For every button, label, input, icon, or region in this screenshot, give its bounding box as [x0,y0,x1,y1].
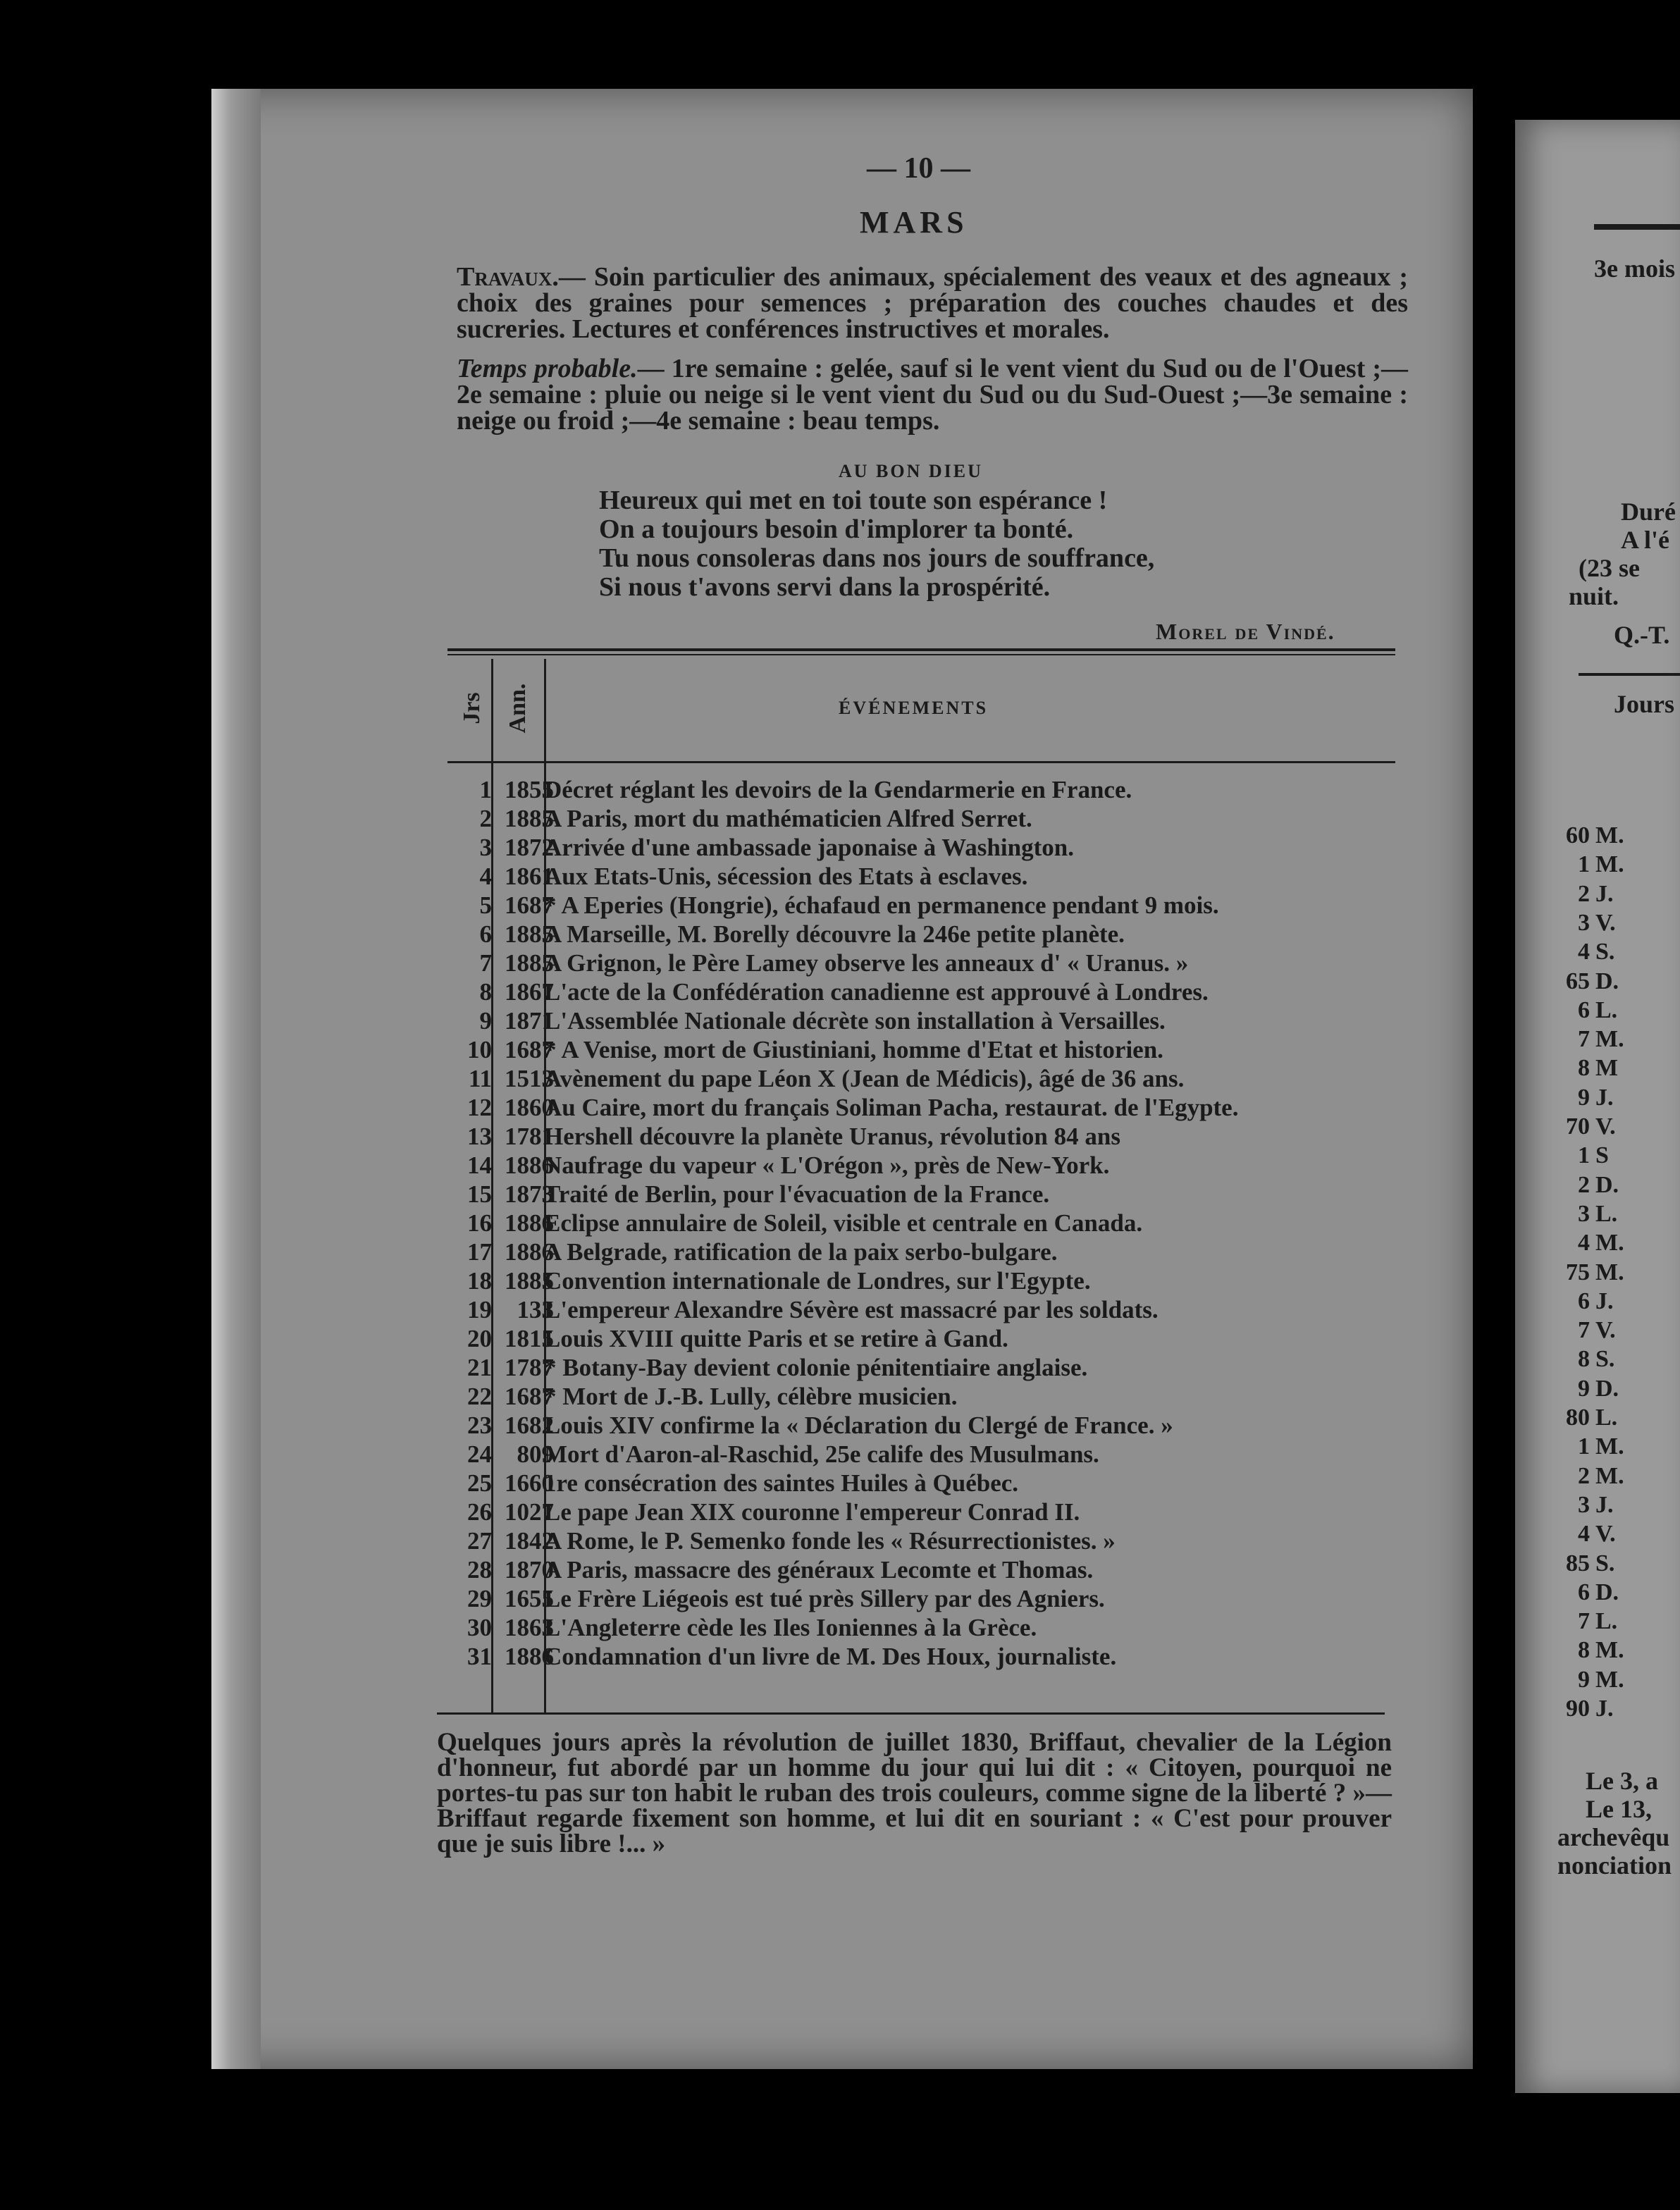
year-cell: 1871 [505,1007,554,1035]
year-cell: 1842 [505,1527,554,1555]
right-table-row [1550,1258,1635,1287]
right-weekday: S. [1595,1550,1615,1576]
right-table-row [1550,1578,1635,1607]
right-weekday: M. [1595,1259,1624,1285]
right-table-row [1550,1345,1635,1373]
year-cell: 1687 [505,1383,554,1410]
events-table [451,775,1399,1671]
right-day-number: 80 [1566,1405,1590,1431]
year-cell: 1513 [505,1065,554,1092]
right-weekday: M. [1595,1462,1624,1489]
right-table-row [1550,1432,1635,1461]
day-cell: 13 [467,1123,492,1150]
table-row [451,1151,1399,1180]
right-weekday: M. [1595,1026,1624,1053]
event-cell: L'acte de la Confédération canadienne est approuvé à Londres. [544,978,1209,1006]
right-day-number: 60 [1566,822,1590,848]
day-cell: 15 [467,1180,492,1208]
right-weekday: M. [1595,1637,1624,1664]
table-row [451,1642,1399,1671]
right-table-row [1550,850,1635,879]
right-day-number: 7 [1578,1317,1590,1344]
right-footer-line: archevêqu [1557,1823,1670,1851]
right-table-row [1550,1462,1635,1490]
table-row [451,1469,1399,1498]
right-weekday: S. [1595,939,1615,965]
table-row [451,1180,1399,1209]
right-day-number: 8 [1578,1637,1590,1664]
right-day-number: 2 [1578,880,1590,907]
year-cell: 1682 [505,1412,554,1439]
event-cell: Naufrage du vapeur « L'Orégon », près de New-York. [544,1152,1110,1179]
travaux-text: — Soin particulier des animaux, spécialement des veaux et des agneaux ; choix des graines pour semences ; préparation des couches chaudes et des sucreries. Lectures et conférences instructives et morales. [457,262,1408,344]
event-cell: Eclipse annulaire de Soleil, visible et centrale en Canada. [544,1209,1143,1237]
right-weekday: M. [1595,822,1624,848]
right-table-row [1550,967,1635,996]
right-table-row [1550,1490,1635,1519]
right-table-row [1550,1083,1635,1112]
table-row [451,1526,1399,1555]
right-weekday: V. [1595,1317,1616,1344]
year-cell: 1886 [505,1238,554,1266]
year-cell: 1655 [505,1585,554,1612]
right-weekday: S. [1595,1346,1615,1373]
right-table-row [1550,1374,1635,1403]
right-day-number: 4 [1578,1521,1590,1548]
year-cell: 1815 [505,1325,554,1352]
right-day-number: 4 [1578,939,1590,965]
year-cell: 1787 [505,1354,554,1381]
right-weekday: M. [1595,1230,1624,1257]
table-row [451,1006,1399,1035]
event-cell: * Mort de J.-B. Lully, célèbre musicien. [544,1383,958,1410]
right-weekday: V. [1595,1521,1616,1548]
right-table-row [1550,1316,1635,1345]
table-row [451,1555,1399,1584]
year-cell: 1863 [505,1614,554,1641]
day-cell: 31 [467,1643,492,1670]
right-table-row [1550,1636,1635,1665]
right-table-row [1550,1549,1635,1578]
poem-line: Si nous t'avons servi dans la prospérité. [599,572,1051,602]
right-table-row [1550,1607,1635,1636]
right-day-number: 7 [1578,1026,1590,1053]
right-table-row [1550,1287,1635,1316]
temps-paragraph [457,356,1408,434]
day-cell: 24 [467,1440,492,1468]
table-row [451,949,1399,977]
right-day-number: 3 [1578,1200,1590,1227]
event-cell: Hershell découvre la planète Uranus, révolution 84 ans [544,1123,1120,1150]
event-cell: A Marseille, M. Borelly découvre la 246e petite planète. [544,920,1125,948]
table-row [451,1035,1399,1064]
right-frag-line: A l'é [1621,526,1669,554]
year-cell: 1027 [505,1498,554,1526]
right-day-number: 3 [1578,1491,1590,1518]
right-frag-line: nuit. [1569,582,1619,610]
right-page-rule [1594,224,1680,230]
right-weekday: L. [1595,1608,1618,1635]
day-cell: 5 [479,891,492,919]
event-cell: Décret réglant les devoirs de la Gendarmerie en France. [544,776,1132,803]
right-table-row [1550,879,1635,908]
year-cell: 1872 [505,834,554,861]
year-cell: 1687 [505,891,554,919]
right-table-row [1550,1665,1635,1694]
table-row [451,1584,1399,1613]
day-cell: 21 [467,1354,492,1381]
year-cell: 1870 [505,1556,554,1584]
right-weekday: M. [1595,1666,1624,1693]
table-row [451,1411,1399,1440]
day-cell: 1 [479,776,492,803]
event-cell: A Grignon, le Père Lamey observe les anneaux d' « Uranus. » [544,949,1189,977]
page-number: — 10 — [867,152,970,185]
right-day-number: 1 [1578,1142,1590,1169]
day-column-header: Jrs [459,692,485,724]
event-cell: Le Frère Liégeois est tué près Sillery par des Agniers. [544,1585,1105,1612]
event-cell: Mort d'Aaron-al-Raschid, 25e calife des Musulmans. [544,1440,1099,1468]
right-weekday: D. [1595,1579,1619,1605]
right-table-rule [1579,673,1680,676]
poem-title: AU BON DIEU [839,461,983,481]
day-cell: 30 [467,1614,492,1641]
right-weekday: D. [1595,1375,1619,1402]
day-cell: 20 [467,1325,492,1352]
travaux-paragraph [457,264,1408,342]
right-table-row [1550,1403,1635,1432]
right-footer-line: Le 3, a [1586,1767,1658,1795]
poem-line: Tu nous consoleras dans nos jours de souffrance, [599,543,1155,573]
travaux-label: Travaux. [457,262,559,292]
right-day-number: 6 [1578,996,1590,1023]
year-cell: 1885 [505,1267,554,1295]
day-cell: 7 [479,949,492,977]
event-cell: A Belgrade, ratification de la paix serbo-bulgare. [544,1238,1058,1266]
day-cell: 16 [467,1209,492,1237]
temps-text: — 1re semaine : gelée, sauf si le vent vient du Sud ou de l'Ouest ;—2e semaine : pluie ou neige si le vent vient du Sud ou du Sud-Ouest ;—3e semaine : neige ou froid ;—4e semaine : beau temps. [457,354,1408,436]
table-top-rule [447,648,1395,651]
day-cell: 6 [479,920,492,948]
right-day-number: 7 [1578,1608,1590,1635]
table-row [451,1295,1399,1324]
right-weekday: D. [1595,1171,1619,1198]
poem-line: Heureux qui met en toi toute son espérance ! [599,486,1108,515]
table-row [451,804,1399,833]
right-weekday: J. [1595,1084,1614,1111]
right-frag-line: (23 se [1579,554,1640,582]
event-cell: L'empereur Alexandre Sévère est massacré par les soldats. [544,1296,1159,1323]
table-bottom-rule [437,1712,1385,1715]
right-table-head: Jours [1614,690,1675,718]
year-cell: 1885 [505,805,554,832]
month-title: MARS [860,205,968,240]
year-cell: 1886 [505,1643,554,1670]
right-weekday: D. [1595,968,1619,994]
right-day-number: 4 [1578,1230,1590,1257]
right-page-header: 3e mois [1594,254,1675,283]
right-table-row [1550,1025,1635,1054]
event-cell: * A Eperies (Hongrie), échafaud en permanence pendant 9 mois. [544,891,1219,919]
event-cell: 1re consécration des saintes Huiles à Québec. [544,1469,1019,1497]
table-row [451,1498,1399,1526]
day-cell: 29 [467,1585,492,1612]
year-cell: 1886 [505,1152,554,1179]
right-weekday: V. [1595,909,1616,936]
day-cell: 9 [479,1007,492,1035]
year-cell: 1855 [505,776,554,803]
day-cell: 25 [467,1469,492,1497]
year-cell: 1687 [505,1036,554,1063]
year-cell: 1886 [505,1209,554,1237]
temps-label: Temps probable. [457,354,638,383]
table-row [451,1064,1399,1093]
event-cell: Traité de Berlin, pour l'évacuation de la France. [544,1180,1050,1208]
table-row [451,1324,1399,1353]
right-weekday: J. [1595,1491,1614,1518]
right-day-number: 75 [1566,1259,1590,1285]
day-cell: 10 [467,1036,492,1063]
year-cell: 1781 [505,1123,554,1150]
table-row [451,1266,1399,1295]
right-footer-line: nonciation [1557,1851,1672,1879]
right-day-number: 1 [1578,1433,1590,1460]
right-weekday: M [1595,1055,1619,1082]
table-row [451,1237,1399,1266]
right-day-number: 8 [1578,1346,1590,1373]
table-row [451,1382,1399,1411]
events-column-header: ÉVÉNEMENTS [839,698,989,718]
right-table-row [1550,1054,1635,1082]
right-weekday: V. [1595,1113,1616,1140]
right-day-number: 2 [1578,1462,1590,1489]
table-header-rule [447,761,1395,763]
right-table-row [1550,1112,1635,1141]
day-cell: 14 [467,1152,492,1179]
right-table-row [1550,1228,1635,1257]
right-table-row [1550,908,1635,937]
day-cell: 23 [467,1412,492,1439]
day-cell: 2 [479,805,492,832]
right-day-number: 6 [1578,1579,1590,1605]
table-row [451,1353,1399,1382]
table-row [451,920,1399,949]
right-table-row [1550,1694,1635,1723]
event-cell: Louis XVIII quitte Paris et se retire à Gand. [544,1325,1008,1352]
year-cell: 133 [517,1296,554,1323]
poem-author: Morel de Vindé. [1156,619,1335,644]
table-row [451,862,1399,891]
right-table-row [1550,1171,1635,1199]
day-cell: 22 [467,1383,492,1410]
day-cell: 19 [467,1296,492,1323]
event-cell: * Botany-Bay devient colonie pénitentiaire anglaise. [544,1354,1088,1381]
year-column-header: Ann. [505,683,531,734]
right-day-number: 9 [1578,1375,1590,1402]
year-cell: 1873 [505,1180,554,1208]
right-table-row [1550,1519,1635,1548]
event-cell: L'Assemblée Nationale décrète son installation à Versailles. [544,1007,1166,1035]
right-day-number: 8 [1578,1055,1590,1082]
event-cell: Au Caire, mort du français Soliman Pacha, restaurat. de l'Egypte. [544,1094,1239,1121]
right-table-row [1550,996,1635,1025]
right-weekday: M. [1595,851,1624,878]
right-weekday: S [1595,1142,1609,1169]
right-day-number: 6 [1578,1288,1590,1314]
day-cell: 12 [467,1094,492,1121]
event-cell: Aux Etats-Unis, sécession des Etats à esclaves. [544,863,1028,890]
table-row [451,1093,1399,1122]
event-cell: L'Angleterre cède les Iles Ioniennes à la Grèce. [544,1614,1037,1641]
right-weekday: L. [1595,1405,1618,1431]
right-day-number: 9 [1578,1084,1590,1111]
event-cell: Convention internationale de Londres, sur l'Egypte. [544,1267,1091,1295]
right-frag-line: Duré [1621,498,1676,526]
event-cell: * A Venise, mort de Giustiniani, homme d'Etat et historien. [544,1036,1163,1063]
right-day-number: 90 [1566,1696,1590,1722]
table-row [451,833,1399,862]
right-weekday: L. [1595,1200,1618,1227]
event-cell: A Paris, massacre des généraux Lecomte et Thomas. [544,1556,1094,1584]
right-table-row [1550,1141,1635,1170]
year-cell: 1867 [505,978,554,1006]
table-row [451,1613,1399,1642]
right-day-number: 70 [1566,1113,1590,1140]
table-row [451,891,1399,920]
right-weekday: J. [1595,1288,1614,1314]
right-weekday: L. [1595,996,1618,1023]
right-table-row [1550,937,1635,966]
year-cell: 1861 [505,863,554,890]
poem [599,486,1154,602]
table-row [451,775,1399,804]
anecdote: Quelques jours après la révolution de juillet 1830, Briffaut, chevalier de la Légion d'honneur, fut abordé par un homme du jour qui lui dit : « Citoyen, pourquoi ne portes-tu pas sur ton habit le ruban des trois couleurs, comme signe de la liberté ? »— Briffaut regarde fixement son homme, et lui dit en souriant : « C'est pour prouver que je suis libre !... » [437,1728,1392,1858]
day-cell: 8 [479,978,492,1006]
event-cell: Louis XIV confirme la « Déclaration du Clergé de France. » [544,1412,1173,1439]
day-cell: 26 [467,1498,492,1526]
event-cell: A Rome, le P. Semenko fonde les « Résurrectionistes. » [544,1527,1116,1555]
day-cell: 28 [467,1556,492,1584]
right-day-number: 2 [1578,1171,1590,1198]
right-weekday: J. [1595,1696,1614,1722]
day-cell: 4 [479,863,492,890]
right-weekday: M. [1595,1433,1624,1460]
day-cell: 17 [467,1238,492,1266]
table-row [451,1440,1399,1469]
right-weekday: J. [1595,880,1614,907]
right-table-row [1550,1199,1635,1228]
year-cell: 1660 [505,1469,554,1497]
day-cell: 3 [479,834,492,861]
table-top-rule-thin [447,654,1395,655]
table-row [451,977,1399,1006]
table-row [451,1209,1399,1237]
year-cell: 1885 [505,920,554,948]
right-day-number: 65 [1566,968,1590,994]
year-cell: 1885 [505,949,554,977]
right-frag-line: Q.-T. [1614,621,1670,649]
right-day-number: 85 [1566,1550,1590,1576]
event-cell: Condamnation d'un livre de M. Des Houx, journaliste. [544,1643,1117,1670]
day-cell: 11 [468,1065,492,1092]
event-cell: Le pape Jean XIX couronne l'empereur Conrad II. [544,1498,1080,1526]
right-day-number: 1 [1578,851,1590,878]
right-table-row [1550,821,1635,850]
day-cell: 27 [467,1527,492,1555]
event-cell: A Paris, mort du mathématicien Alfred Serret. [544,805,1032,832]
year-cell: 1860 [505,1094,554,1121]
right-footer-line: Le 13, [1586,1795,1652,1823]
right-day-number: 9 [1578,1666,1590,1693]
event-cell: Avènement du pape Léon X (Jean de Médicis), âgé de 36 ans. [544,1065,1185,1092]
table-row [451,1122,1399,1151]
day-cell: 18 [467,1267,492,1295]
right-day-number: 3 [1578,909,1590,936]
event-cell: Arrivée d'une ambassade japonaise à Washington. [544,834,1074,861]
year-cell: 809 [517,1440,554,1468]
poem-line: On a toujours besoin d'implorer ta bonté. [599,514,1074,544]
